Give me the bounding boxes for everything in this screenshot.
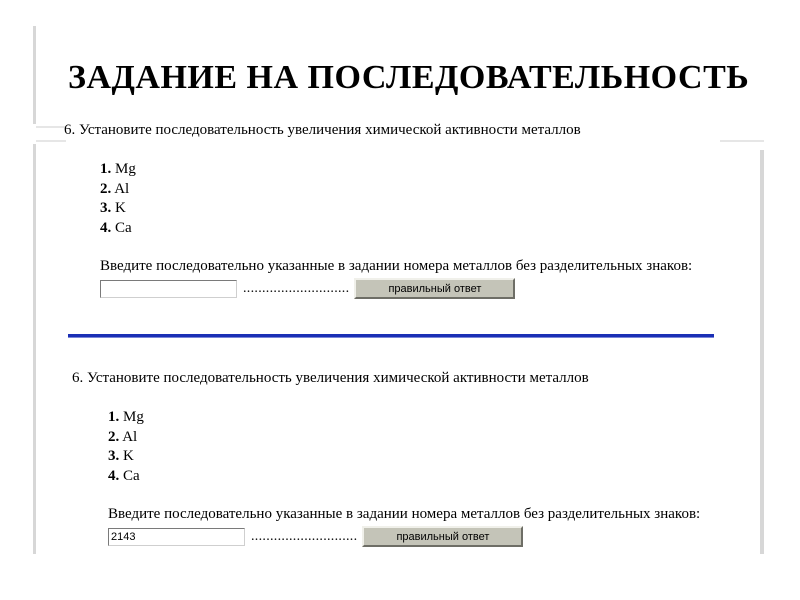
- option-item: [108, 447, 742, 467]
- answer-dots: ............................: [243, 281, 350, 296]
- answer-row: [108, 526, 742, 547]
- show-correct-answer-button[interactable]: правильный ответ: [354, 278, 515, 299]
- option-number: 1.: [100, 161, 112, 177]
- option-label: Al: [114, 180, 130, 197]
- options-list: [108, 408, 742, 486]
- options-list: [100, 160, 734, 238]
- question-panel-answered: [72, 369, 742, 547]
- slide-edge-left-top: [33, 26, 36, 124]
- option-label: Mg: [115, 161, 136, 177]
- option-item: [100, 180, 734, 200]
- option-label: K: [123, 448, 134, 464]
- frame-strip-top: [36, 126, 66, 128]
- answer-prompt: Введите последовательно указанные в задании номера металлов без разделительных знаков:: [100, 258, 693, 274]
- option-number: 2.: [108, 428, 120, 445]
- option-label: Ca: [123, 467, 140, 484]
- option-item: [108, 467, 742, 487]
- slide-edge-right: [760, 150, 764, 554]
- option-number: 3.: [108, 448, 120, 464]
- answer-input[interactable]: [100, 280, 237, 298]
- option-item: [108, 428, 742, 448]
- slide-edge-left-bottom: [33, 144, 36, 554]
- option-item: [100, 160, 734, 180]
- page-title: ЗАДАНИЕ НА ПОСЛЕДОВАТЕЛЬНОСТЬ: [68, 59, 750, 96]
- option-label: Ca: [115, 219, 132, 236]
- answer-input[interactable]: [108, 528, 245, 546]
- option-number: 3.: [100, 200, 112, 216]
- option-label: Al: [122, 428, 138, 445]
- answer-row: [100, 278, 734, 299]
- question-text: 6. Установите последовательность увеличения химической активности металлов: [64, 122, 581, 138]
- option-label: K: [115, 200, 126, 216]
- option-number: 4.: [108, 467, 120, 484]
- option-item: [108, 408, 742, 428]
- show-correct-answer-button[interactable]: правильный ответ: [362, 526, 523, 547]
- question-panel-unanswered: [64, 121, 734, 299]
- section-divider: [68, 334, 714, 338]
- option-number: 4.: [100, 219, 112, 236]
- option-label: Mg: [123, 409, 144, 425]
- answer-dots: ............................: [251, 529, 358, 544]
- answer-prompt: Введите последовательно указанные в задании номера металлов без разделительных знаков:: [108, 506, 701, 522]
- option-number: 1.: [108, 409, 120, 425]
- option-item: [100, 199, 734, 219]
- option-number: 2.: [100, 180, 112, 197]
- question-text: 6. Установите последовательность увеличения химической активности металлов: [72, 370, 589, 386]
- frame-strip-mid: [36, 140, 66, 142]
- option-item: [100, 219, 734, 239]
